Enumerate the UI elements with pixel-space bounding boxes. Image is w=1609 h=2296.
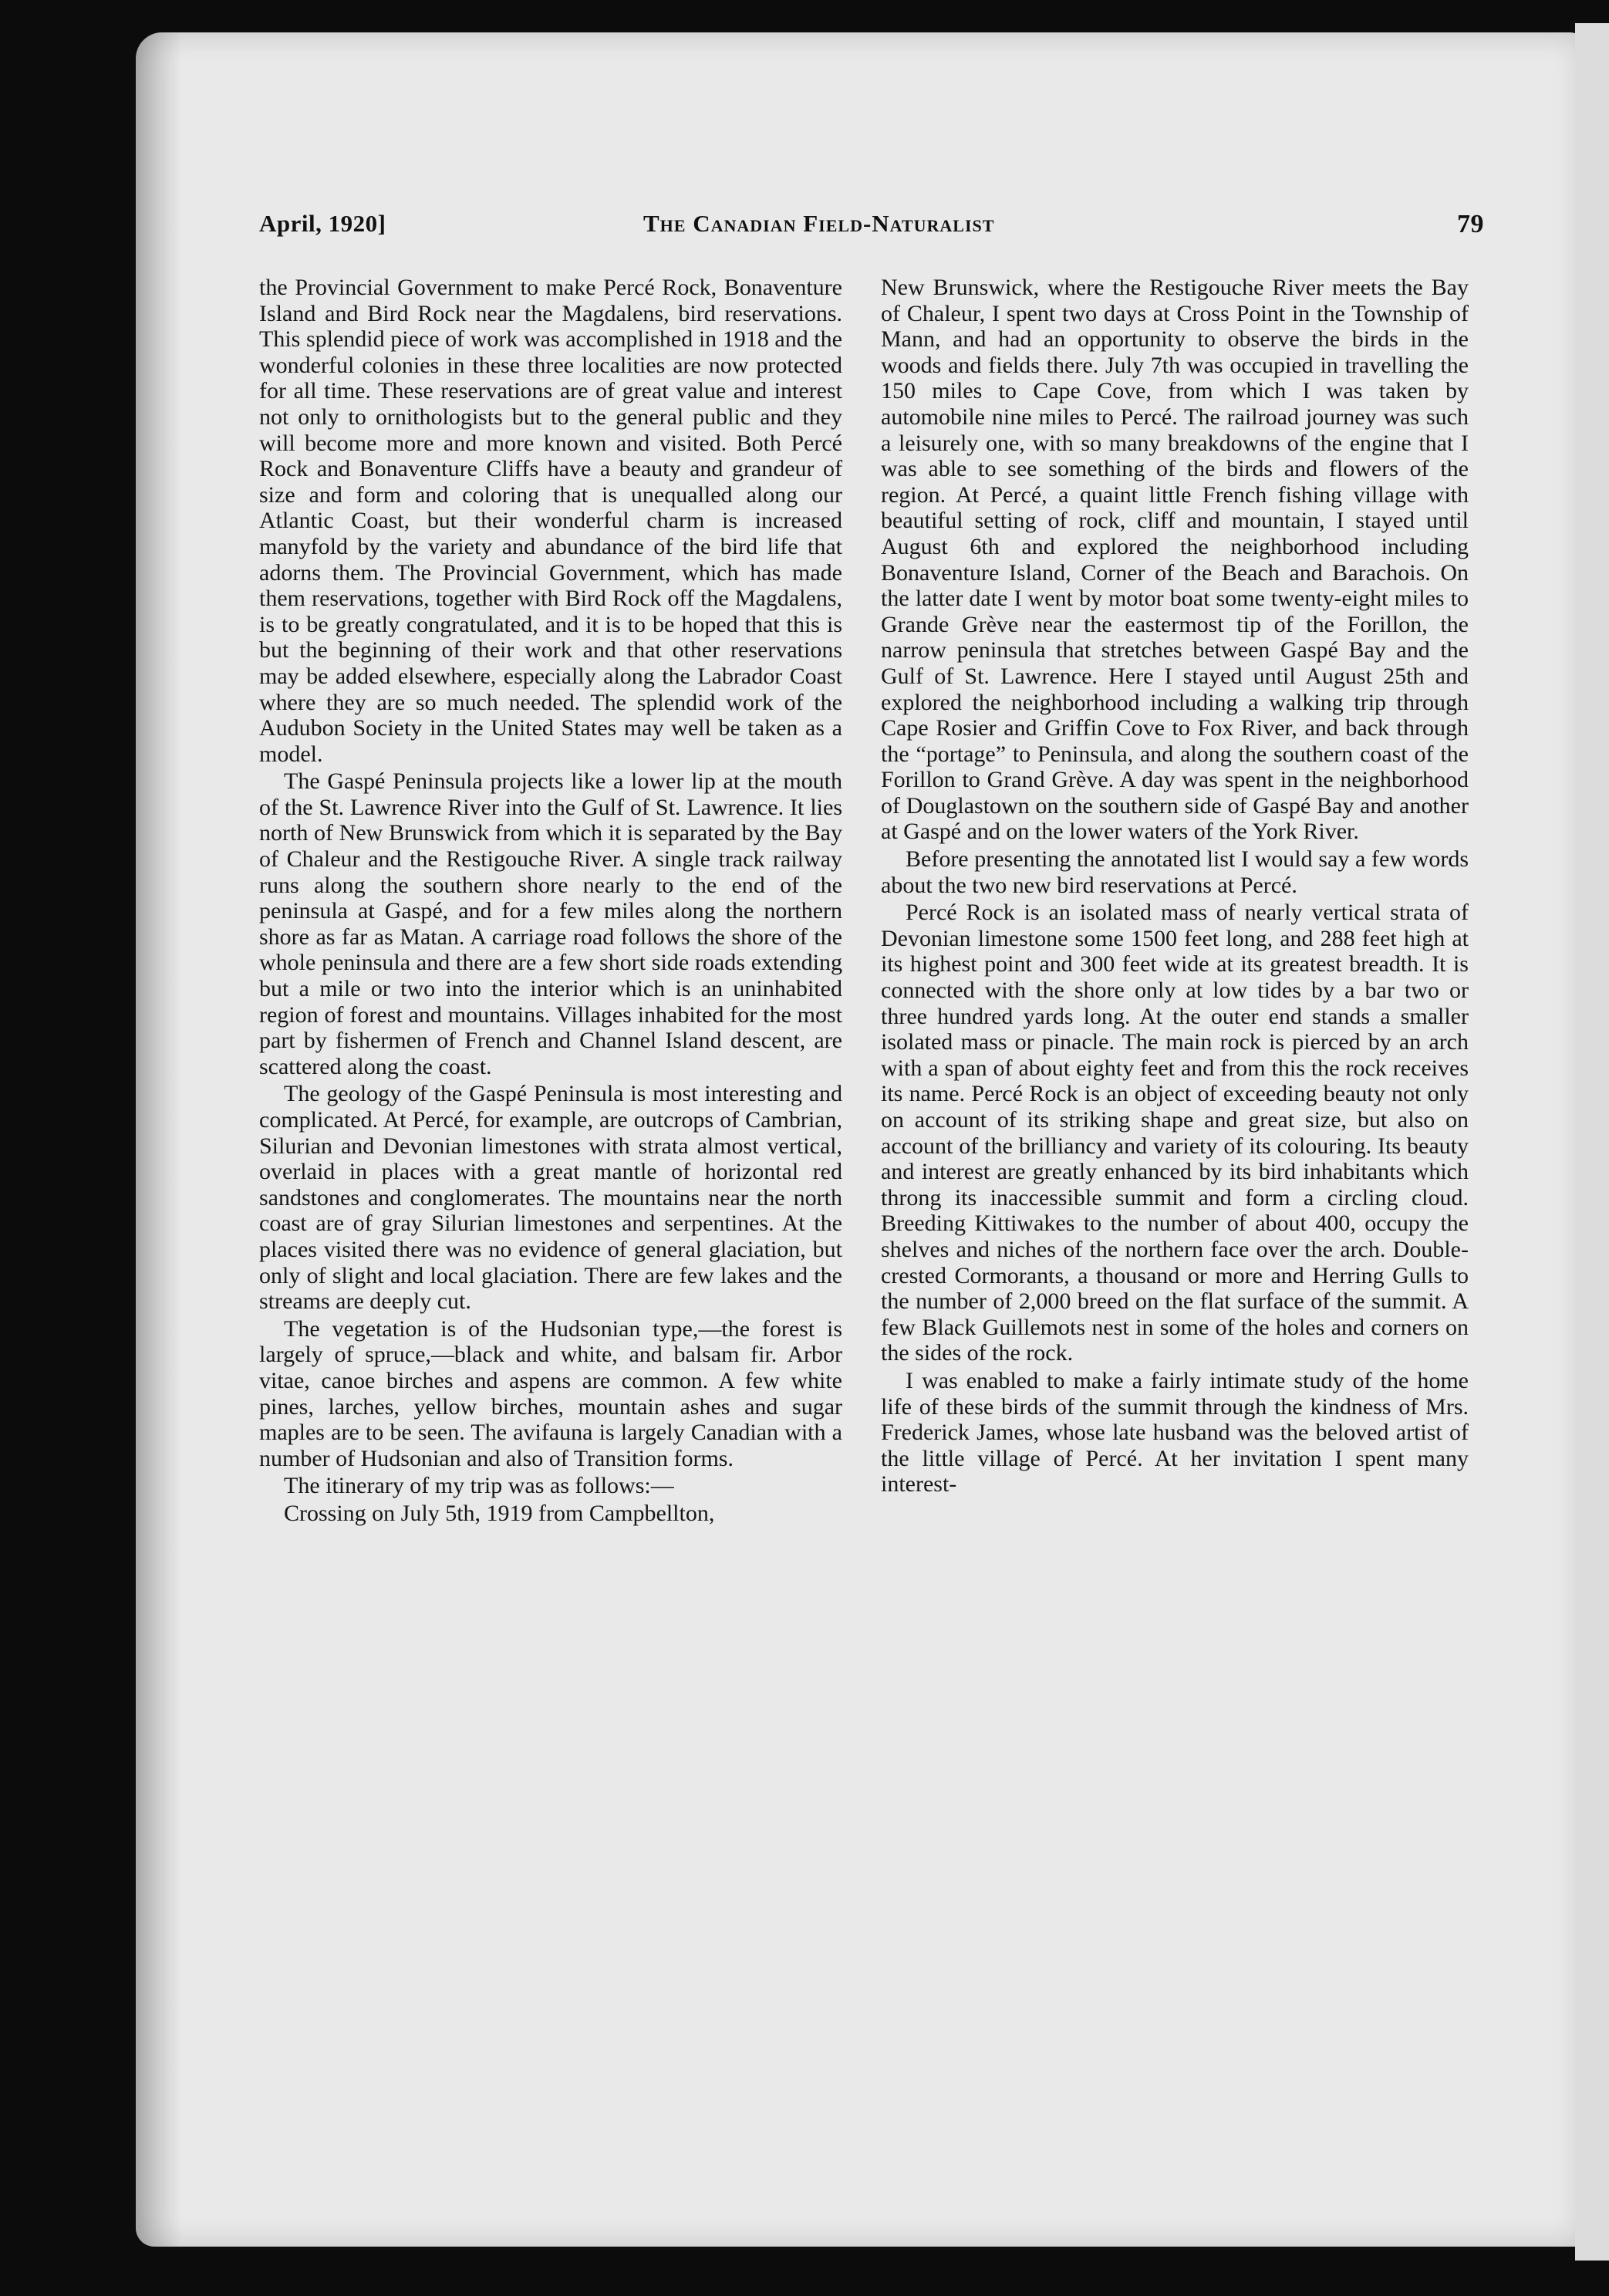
paragraph: Crossing on July 5th, 1919 from Campbellton, (284, 1500, 715, 1526)
issue-date: April, 1920] (259, 210, 386, 237)
paragraph: Before presenting the annotated list I would say a few words about the two new bird reservations at Percé. (881, 846, 1469, 898)
page-number: 79 (1457, 210, 1484, 238)
right-column (881, 275, 1469, 1497)
paragraph: The vegetation is of the Hudsonian type,—the forest is largely of spruce,—black and white, and balsam fir. Arbor vitae, canoe birches and aspens are common. A few white pines, larches, yellow birches, mountain ashes and sugar maples are to be seen. The avifauna is largely Canadian with a number of Hudsonian and also of Transition forms. (259, 1315, 842, 1471)
paragraph: The geology of the Gaspé Peninsula is most interesting and complicated. At Percé, for example, are outcrops of Cambrian, Silurian and Devonian limestones with strata almost vertical, overlaid in places with a great mantle of horizontal red sandstones and conglomerates. The mountains near the north coast are of gray Silurian limestones and serpentines. At the places visited there was no evidence of general glaciation, but only of slight and local glaciation. There are few lakes and the streams are deeply cut. (259, 1081, 842, 1315)
paragraph: The itinerary of my trip was as follows:— (284, 1473, 674, 1499)
paragraph: Percé Rock is an isolated mass of nearly vertical strata of Devonian limestone some 1500 feet long, and 288 feet high at its highest point and 300 feet wide at its greatest breadth. It is connected with the shore only at low tides by a bar two or three hundred yards long. At the outer end stands a smaller isolated mass or pinacle. The main rock is pierced by an arch with a span of about eighty feet and from this the rock receives its name. Percé Rock is an object of exceeding beauty not only on account of its striking shape and great size, but also on account of the brilliancy and variety of its colouring. Its beauty and interest are greatly enhanced by its bird inhabitants which throng its inaccessible summit and form a circling cloud. Breeding Kittiwakes to the number of about 400, occupy the shelves and niches of the northern face over the arch. Double-crested Cormorants, a thousand or more and Herring Gulls to the number of 2,000 breed on the flat surface of the summit. A few Black Guillemots nest in some of the holes and corners on the sides of the rock. (881, 900, 1469, 1366)
journal-title: The Canadian Field-Naturalist (643, 210, 995, 237)
adjacent-page-edge (1575, 23, 1609, 2261)
left-column (259, 275, 842, 1527)
paragraph: I was enabled to make a fairly intimate study of the home life of these birds of the summit through the kindness of Mrs. Frederick James, whose late husband was the beloved artist of the little village of Percé. At her invitation I spent many interest- (881, 1367, 1469, 1497)
paragraph: The Gaspé Peninsula projects like a lower lip at the mouth of the St. Lawrence River into the Gulf of St. Lawrence. It lies north of New Brunswick from which it is separated by the Bay of Chaleur and the Restigouche River. A single track railway runs along the southern shore nearly to the end of the peninsula at Gaspé, and for a few miles along the northern shore as far as Matan. A carriage road follows the shore of the whole peninsula and there are a few short side roads extending but a mile or two into the interior which is an uninhabited region of forest and mountains. Villages inhabited for the most part by fishermen of French and Channel Island descent, are scattered along the coast. (259, 768, 842, 1079)
running-head (259, 210, 1484, 241)
paragraph: the Provincial Government to make Percé Rock, Bonaventure Island and Bird Rock near the Magdalens, bird reservations. This splendid piece of work was accomplished in 1918 and the wonderful colonies in these three localities are now protected for all time. These reservations are of great value and interest not only to ornithologists but to the general public and they will become more and more known and visited. Both Percé Rock and Bonaventure Cliffs have a beauty and grandeur of size and form and coloring that is unequalled along our Atlantic Coast, but their wonderful charm is increased manyfold by the variety and abundance of the bird life that adorns them. The Provincial Government, which has made them reservations, together with Bird Rock off the Magdalens, is to be greatly congratulated, and it is to be hoped that this is but the beginning of their work and that other reservations may be added elsewhere, especially along the Labrador Coast where they are so much needed. The splendid work of the Audubon Society in the United States may well be taken as a model. (259, 275, 842, 767)
paragraph: New Brunswick, where the Restigouche River meets the Bay of Chaleur, I spent two days at Cross Point in the Township of Mann, and had an opportunity to observe the birds in the woods and fields there. July 7th was occupied in travelling the 150 miles to Cape Cove, from which I was taken by automobile nine miles to Percé. The railroad journey was such a leisurely one, with so many breakdowns of the engine that I was able to see something of the birds and flowers of the region. At Percé, a quaint little French fishing village with beautiful setting of rock, cliff and mountain, I stayed until August 6th and explored the neighborhood including Bonaventure Island, Corner of the Beach and Barachois. On the latter date I went by motor boat some twenty-eight miles to Grande Grève near the eastermost tip of the Forillon, the narrow peninsula that stretches between Gaspé Bay and the Gulf of St. Lawrence. Here I stayed until August 25th and explored the neighborhood including a walking trip through Cape Rosier and Griffin Cove to Fox River, and back through the “portage” to Peninsula, and along the southern coast of the Forillon to Grand Grève. A day was spent in the neighborhood of Douglastown on the southern side of Gaspé Bay and another at Gaspé and on the lower waters of the York River. (881, 275, 1469, 845)
